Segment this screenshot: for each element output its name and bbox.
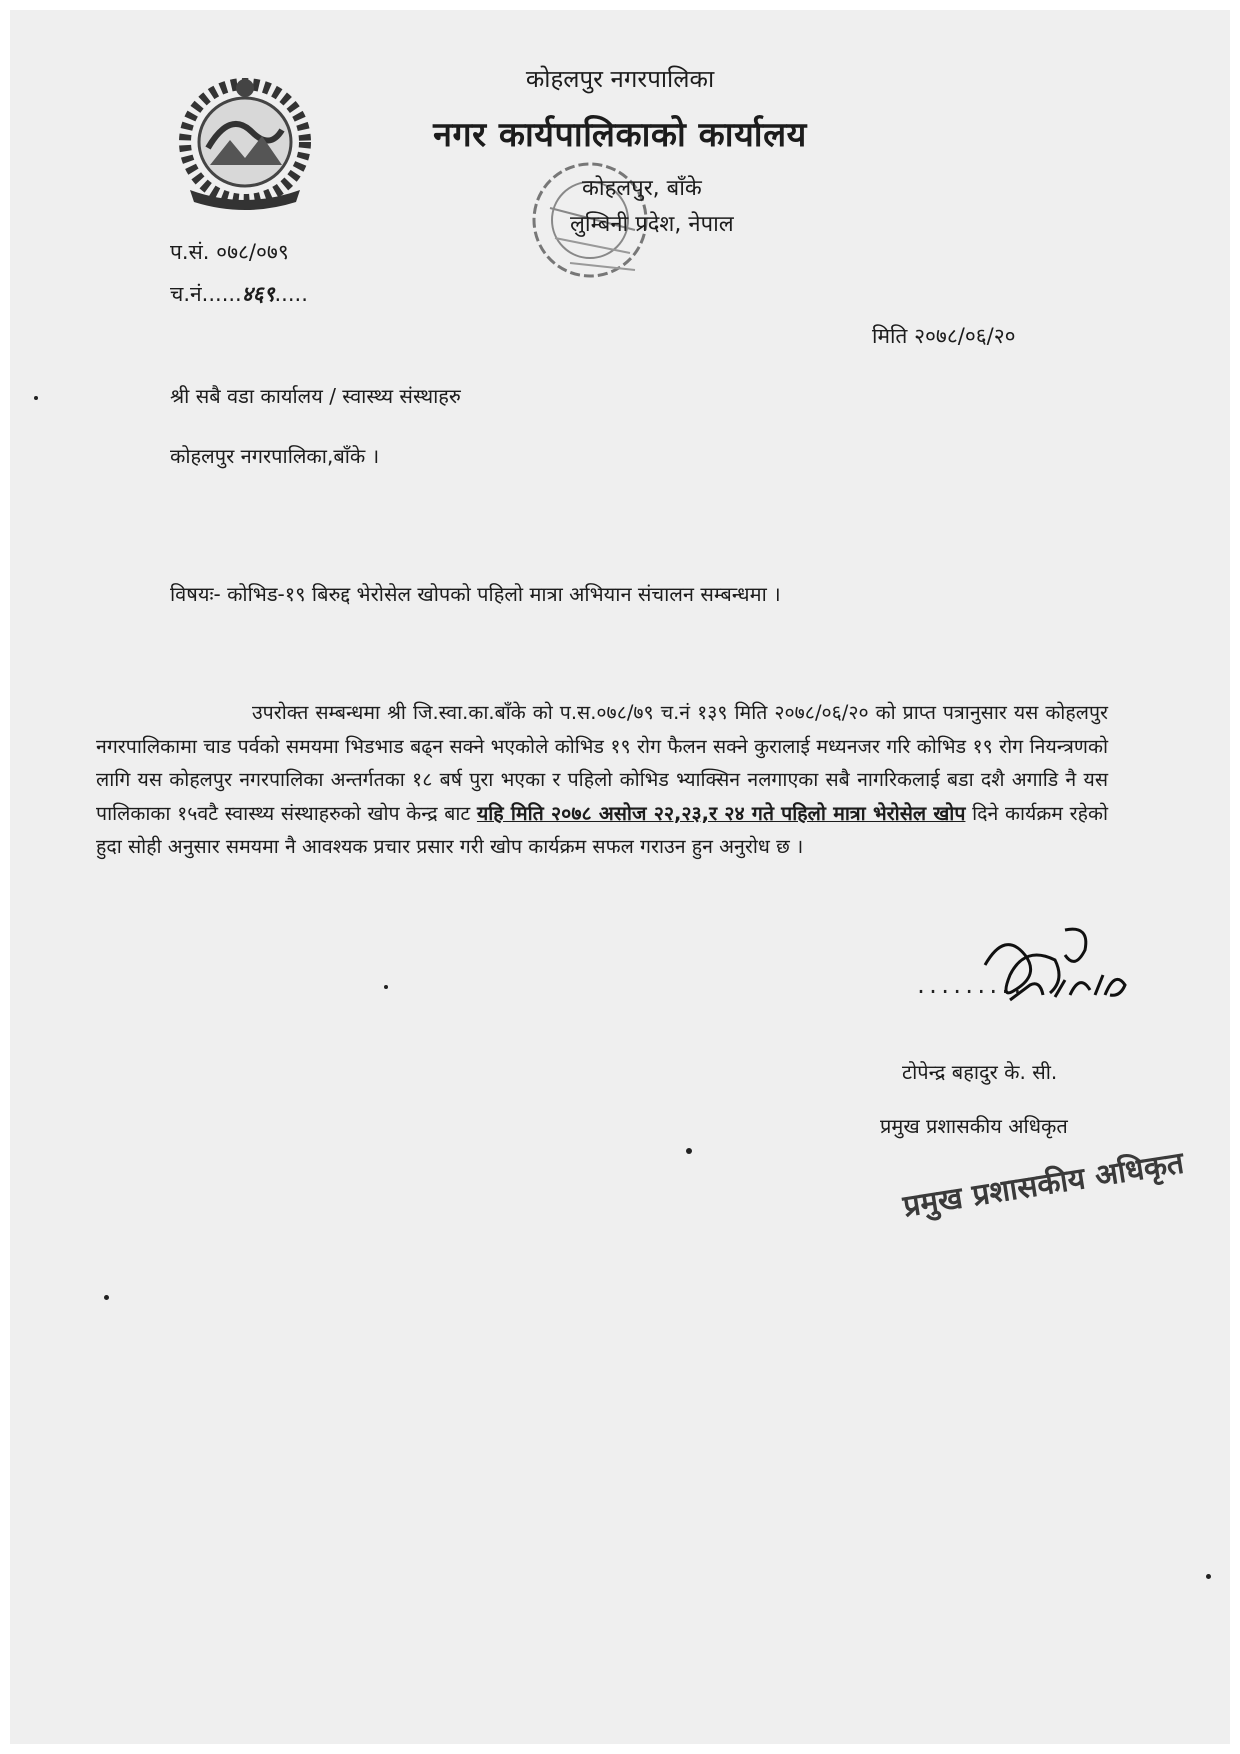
reference-cn-number: ४६९ bbox=[241, 281, 275, 306]
addressee-line2: कोहलपुर नगरपालिका,बाँके । bbox=[170, 444, 380, 468]
signer-title: प्रमुख प्रशासकीय अधिकृत bbox=[880, 1114, 1068, 1138]
scan-speck bbox=[104, 1295, 109, 1300]
reference-ps: प.सं. ०७८/०७९ bbox=[170, 240, 289, 264]
scan-speck bbox=[384, 985, 388, 989]
office-address-line2: लुम्बिनी प्रदेश, नेपाल bbox=[570, 212, 734, 237]
scan-speck bbox=[1206, 1574, 1211, 1579]
scan-speck bbox=[686, 1148, 692, 1154]
dotted-leader: ..... bbox=[274, 282, 308, 306]
body-highlight: यहि मिति २०७८ असोज २२,२३,र २४ गते पहिलो मात्रा भेरोसेल खोप bbox=[476, 801, 966, 825]
scan-speck bbox=[34, 396, 38, 400]
municipality-name: कोहलपुर नगरपालिका bbox=[525, 65, 715, 93]
reference-cn bbox=[170, 280, 308, 308]
reference-cn-label: च.नं. bbox=[170, 282, 209, 306]
role-stamp: प्रमुख प्रशासकीय अधिकृत bbox=[900, 1145, 1187, 1225]
handwritten-signature-icon bbox=[915, 925, 1135, 1015]
letter-subject: विषयः- कोभिड-१९ बिरुद्द भेरोसेल खोपको पहिलो मात्रा अभियान संचालन सम्बन्धमा । bbox=[170, 582, 781, 606]
signer-name: टोपेन्द्र बहादुर के. सी. bbox=[902, 1060, 1058, 1084]
dotted-leader: ..... bbox=[208, 282, 242, 306]
addressee-line1: श्री सबै वडा कार्यालय / स्वास्थ्य संस्थाहरु bbox=[170, 384, 461, 408]
office-title: नगर कार्यपालिकाको कार्यालय bbox=[433, 115, 807, 155]
letter-body bbox=[96, 696, 1108, 864]
body-text-part1: उपरोक्त सम्बन्धमा श्री जि.स्वा.का.बाँके को प.स.०७८/७९ च.नं १३९ मिति २०७८/०६/२० को प्राप्त पत्रानुसार यस कोहलपुर नगरपालिकामा चाड पर्वको समयमा भिडभाड बढ्न सक्ने भएकोले कोभिड १९ रोग फैलन सक्ने कुरालाई मध्यनजर गरि कोभिड १९ रोग नियन्त्रणको लागि यस कोहलपुर नगरपालिका अन्तर्गतका १८ बर्ष पुरा भएका र पहिलो कोभिड भ्याक्सिन नलगाएका सबै नागरिकलाई बडा दशै अगाडि नै यस पालिकाका १५वटै स्वास्थ्य संस्थाहरुको खोप केन्द्र बाट bbox=[96, 701, 1108, 825]
svg-text:.........: ......... bbox=[915, 974, 1024, 998]
office-address-line1: कोहलपुर, बाँके bbox=[582, 176, 702, 201]
body-text-part2: दिने कार्यक्रम रहेको हुदा सोही अनुसार समयमा नै आवश्यक प्रचार प्रसार गरी खोप कार्यक्रम सफल गराउन हुन अनुरोध छ । bbox=[96, 801, 1108, 858]
letter-date: मिति २०७८/०६/२० bbox=[872, 324, 1016, 348]
letter-page bbox=[10, 10, 1230, 1744]
